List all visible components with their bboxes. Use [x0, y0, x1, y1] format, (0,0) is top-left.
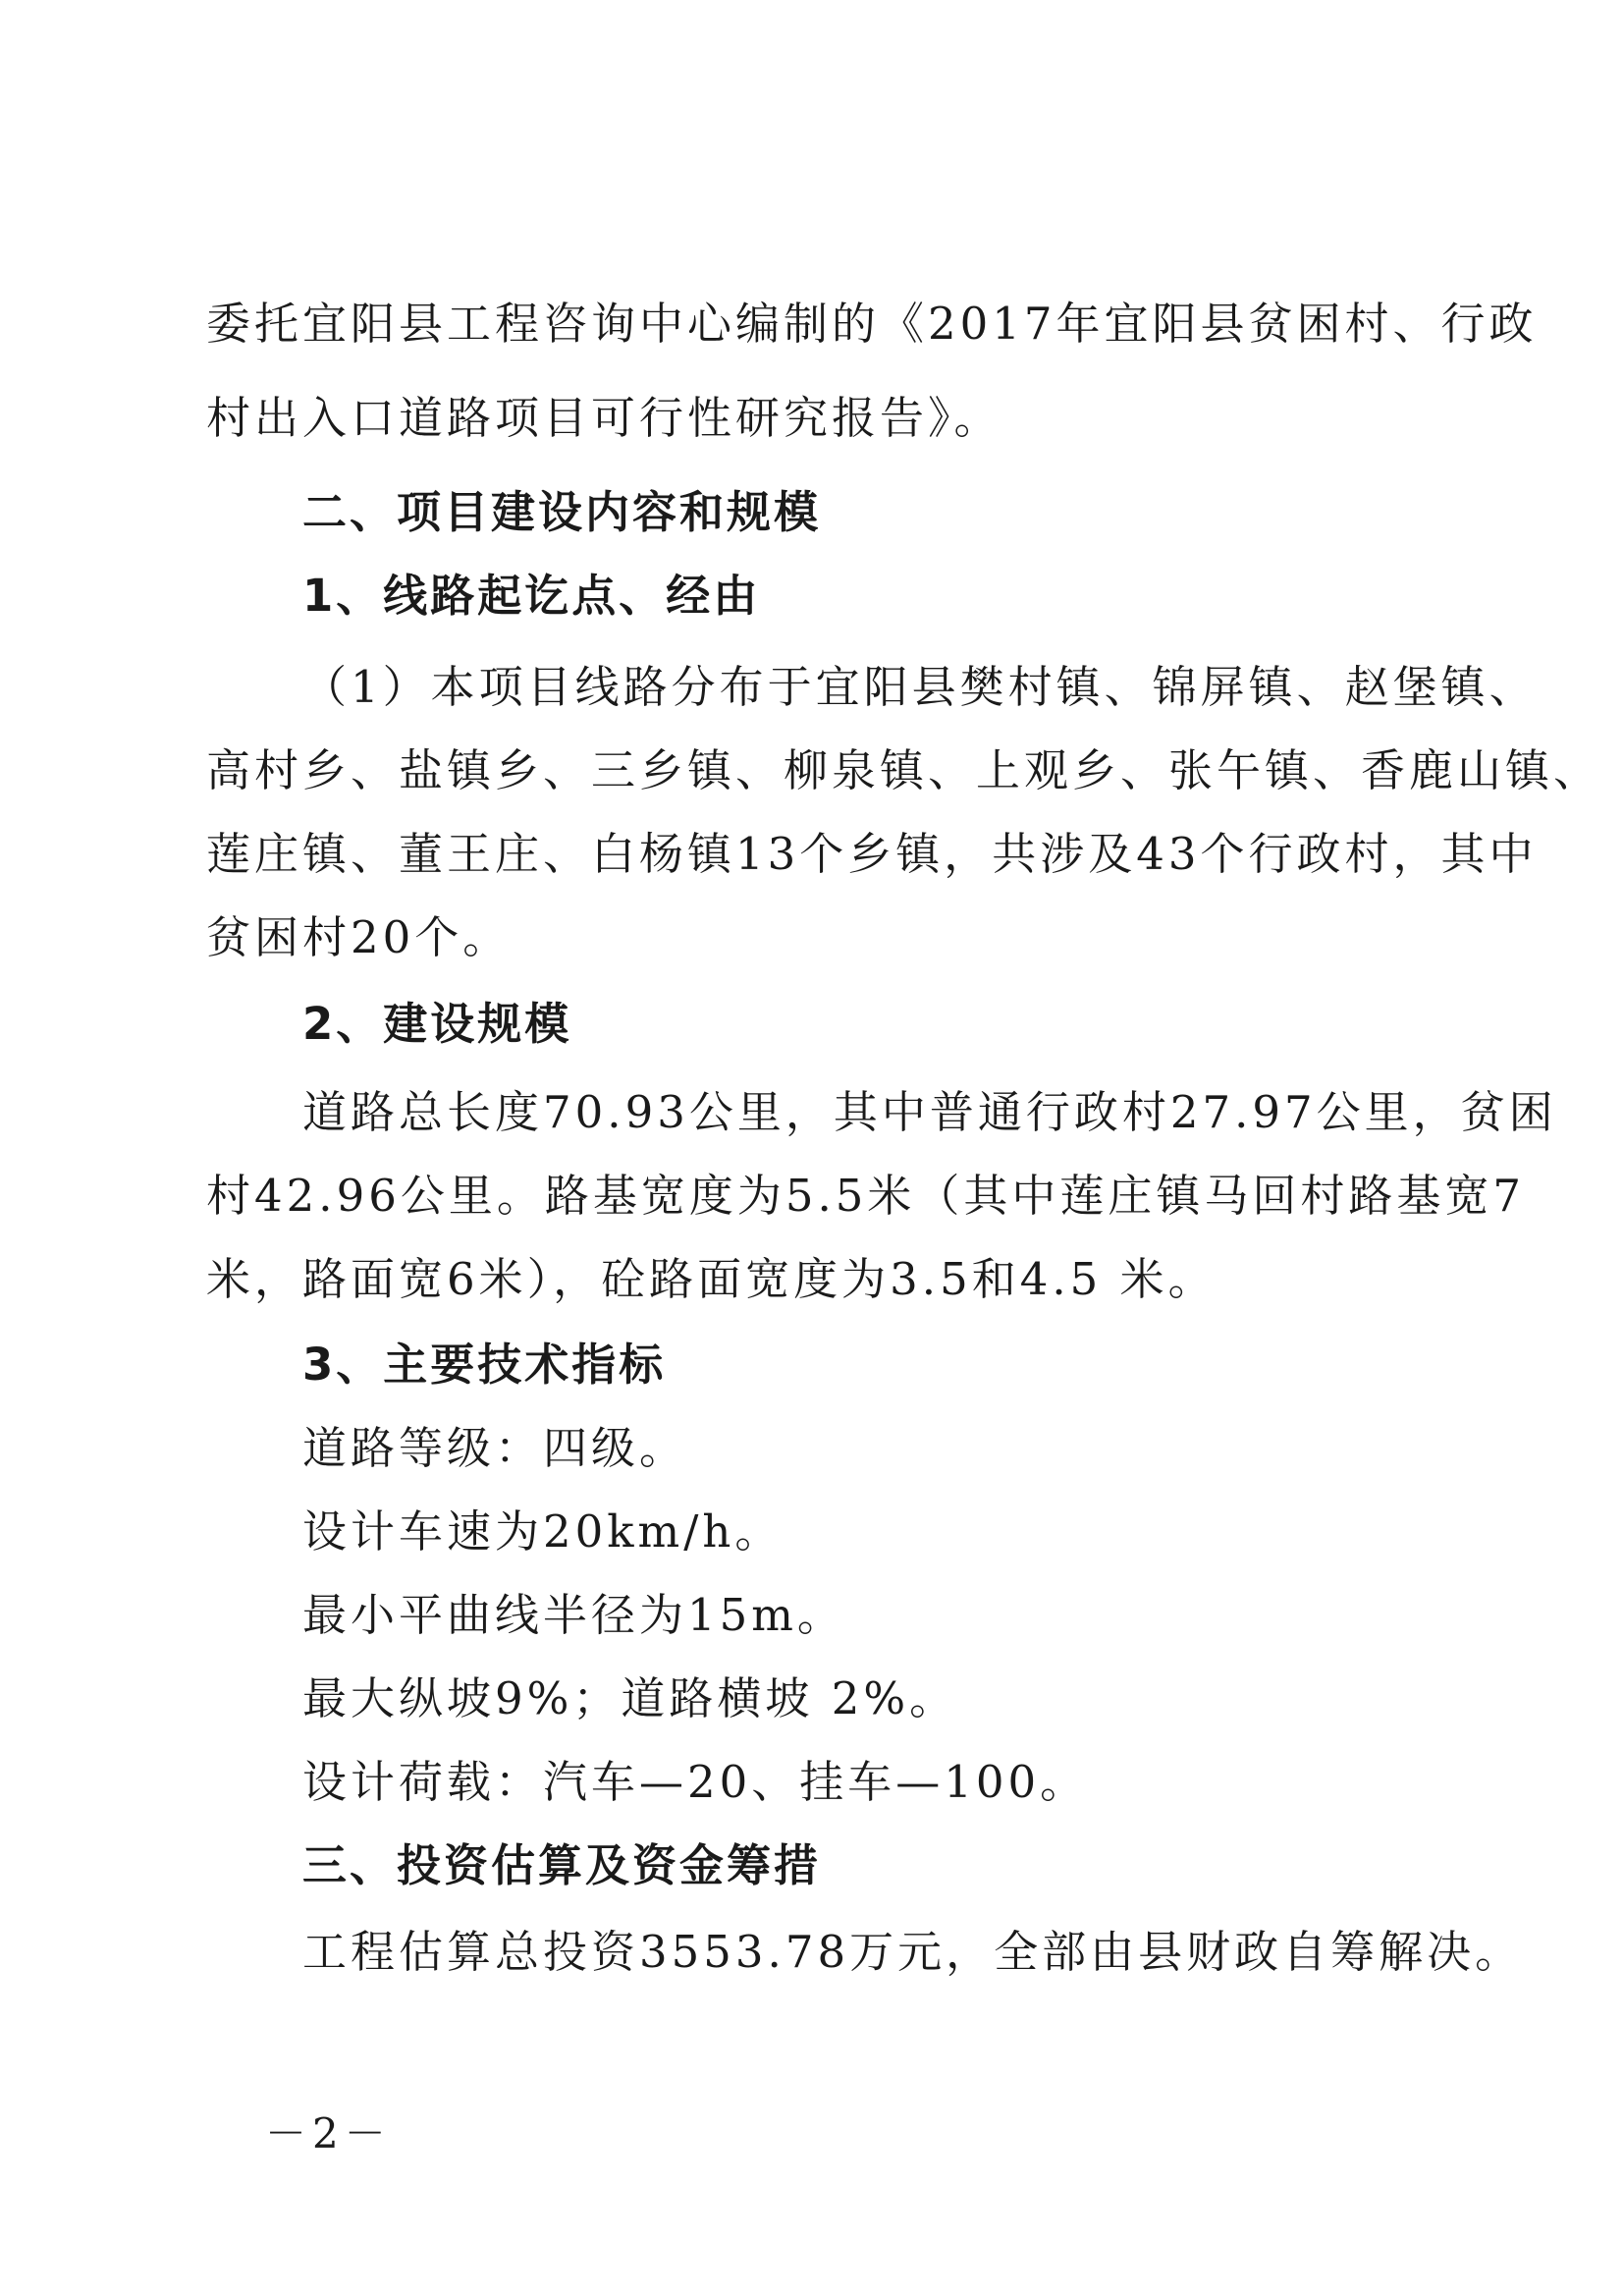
paragraph-line: 贫困村20个。	[206, 911, 512, 963]
paragraph-line: （1）本项目线路分布于宜阳县樊村镇、锦屏镇、赵堡镇、	[302, 661, 1538, 713]
spec-line: 道路等级：四级。	[302, 1422, 688, 1474]
subsection-heading: 2、建设规模	[302, 998, 572, 1050]
paragraph-line: 米，路面宽6米），砼路面宽度为3.5和4.5 米。	[206, 1253, 1217, 1305]
subsection-heading: 1、线路起讫点、经由	[302, 570, 761, 622]
section-heading: 三、投资估算及资金筹措	[302, 1839, 822, 1891]
spec-line: 最大纵坡9%；道路横坡 2%。	[302, 1672, 958, 1724]
paragraph-line: 莲庄镇、董王庄、白杨镇13个乡镇，共涉及43个行政村，其中	[206, 828, 1538, 880]
paragraph-line: 委托宜阳县工程咨询中心编制的《2017年宜阳县贫困村、行政	[206, 298, 1538, 350]
paragraph-line: 村出入口道路项目可行性研究报告》。	[206, 392, 1002, 444]
spec-line: 设计车速为20km/h。	[302, 1505, 784, 1558]
spec-line: 设计荷载：汽车—20、挂车—100。	[302, 1756, 1089, 1808]
paragraph-line: 道路总长度70.93公里，其中普通行政村27.97公里，贫困	[302, 1086, 1557, 1138]
paragraph-line: 工程估算总投资3553.78万元，全部由县财政自筹解决。	[302, 1926, 1524, 1978]
section-heading: 二、项目建设内容和规模	[302, 486, 822, 538]
spec-line: 最小平曲线半径为15m。	[302, 1589, 845, 1641]
page-number: －2－	[265, 2109, 392, 2158]
paragraph-line: 村42.96公里。路基宽度为5.5米（其中莲庄镇马回村路基宽7	[206, 1170, 1526, 1222]
paragraph-line: 高村乡、盐镇乡、三乡镇、柳泉镇、上观乡、张午镇、香鹿山镇、	[206, 744, 1602, 796]
subsection-heading: 3、主要技术指标	[302, 1339, 667, 1391]
